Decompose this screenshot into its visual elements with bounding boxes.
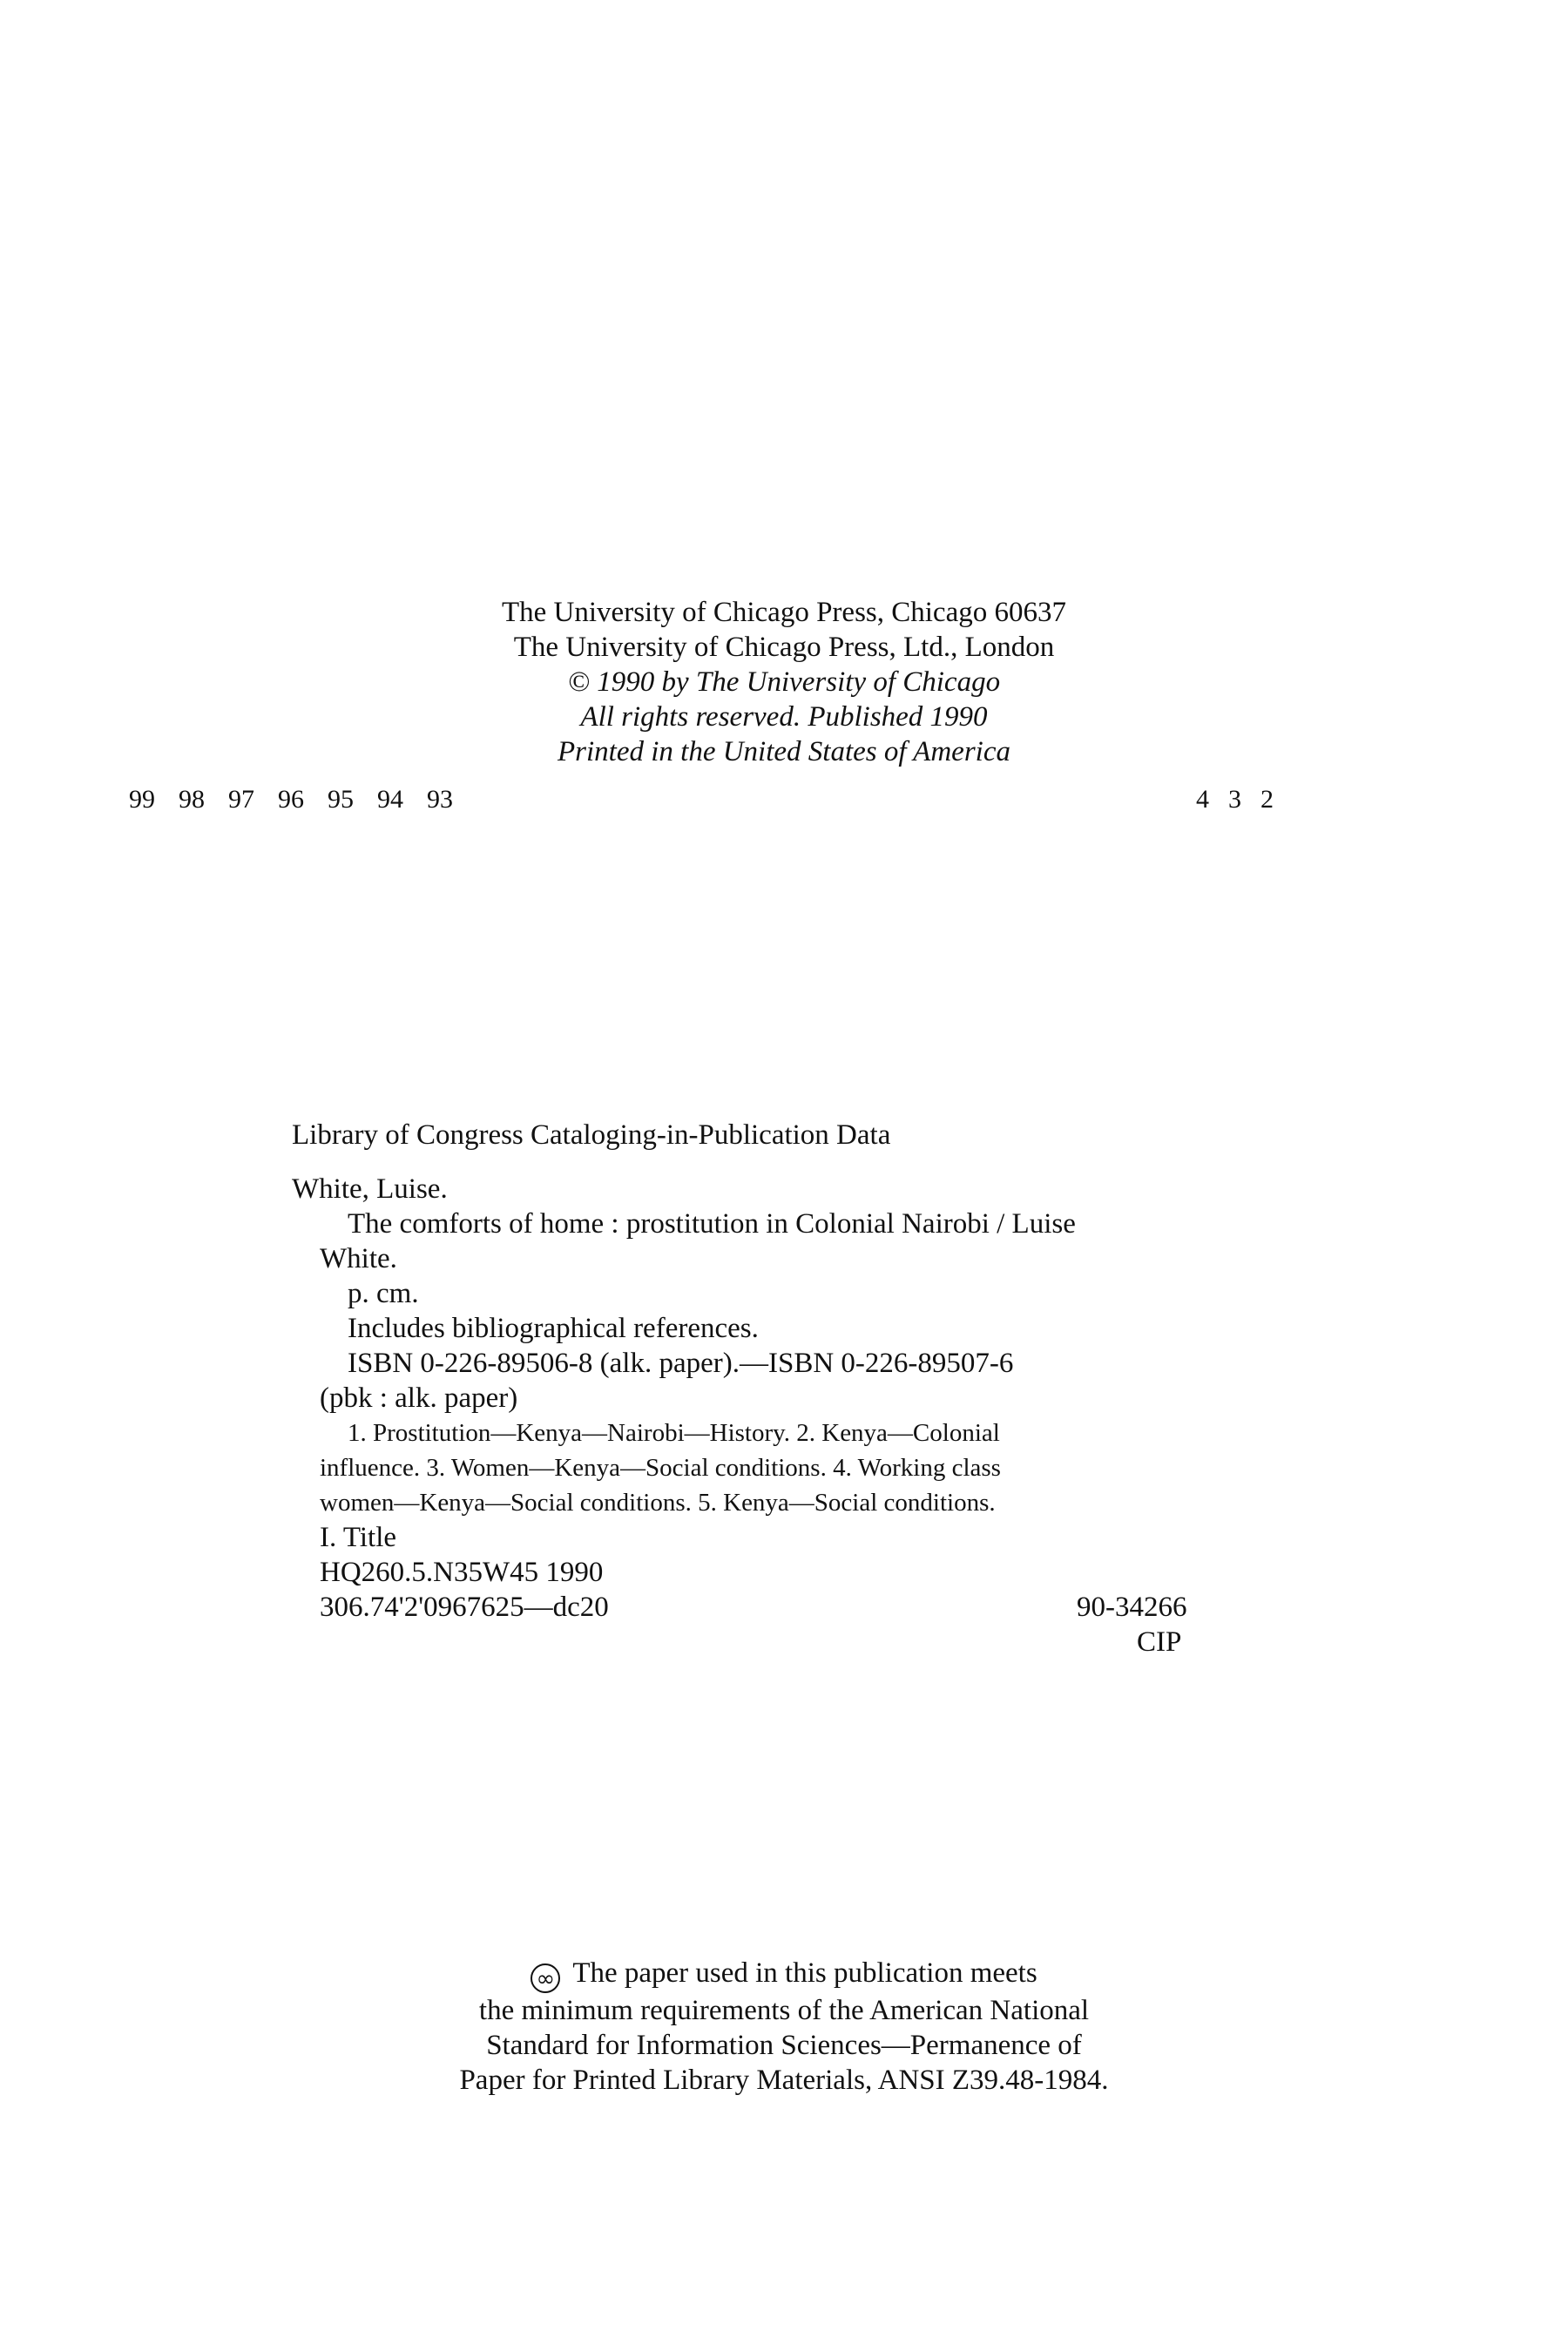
cip-title: The comforts of home : prostitution in Colonial Nairobi / Luise: [348, 1208, 1076, 1240]
paper-note-line: Standard for Information Sciences—Permanence of: [486, 2030, 1082, 2061]
publisher-block: [0, 595, 1568, 769]
copyright-notice: © 1990 by The University of Chicago: [567, 666, 1001, 698]
cip-note: Includes bibliographical references.: [348, 1313, 759, 1344]
cip-subjects-cont: women—Kenya—Social conditions. 5. Kenya—Social conditions.: [320, 1489, 996, 1517]
cip-isbn-cont: (pbk : alk. paper): [320, 1382, 518, 1414]
publisher-line-london: The University of Chicago Press, Ltd., London: [513, 632, 1055, 663]
printing-year: 98: [179, 785, 205, 814]
printing-year: 97: [228, 785, 254, 814]
paper-note-line: the minimum requirements of the American National: [478, 1995, 1090, 2026]
printing-year: 94: [377, 785, 403, 814]
cip-author: White, Luise.: [292, 1173, 448, 1205]
cip-subjects: 1. Prostitution—Kenya—Nairobi—History. 2. Kenya—Colonial: [348, 1419, 1000, 1447]
printed-in: Printed in the United States of America: [558, 736, 1010, 767]
paper-note-line: [0, 1956, 1568, 1993]
publisher-line-chicago: The University of Chicago Press, Chicago 60637: [502, 597, 1066, 628]
printing-impressions: [1196, 782, 1274, 817]
cip-dewey: 306.74'2'0967625—dc20: [320, 1592, 609, 1623]
paper-note-line: Paper for Printed Library Materials, ANSI Z39.48-1984.: [459, 2065, 1109, 2096]
rights-reserved: All rights reserved. Published 1990: [580, 701, 988, 733]
impression-number: 4: [1196, 785, 1209, 814]
impression-number: 2: [1260, 785, 1274, 814]
printing-year: 93: [427, 785, 453, 814]
cip-title-entry: I. Title: [320, 1522, 397, 1553]
cip-physical: p. cm.: [348, 1278, 419, 1309]
printing-years: [129, 782, 453, 817]
infinity-circle-icon: ∞: [531, 1963, 560, 1993]
paper-note-text: The paper used in this publication meets: [572, 1957, 1037, 1989]
paper-permanence-note: [0, 1956, 1568, 2098]
cip-isbn: ISBN 0-226-89506-8 (alk. paper).—ISBN 0-226-89507-6: [348, 1348, 1014, 1379]
printing-year: 96: [278, 785, 304, 814]
cip-heading: Library of Congress Cataloging-in-Publication Data: [292, 1119, 891, 1151]
cip-subjects-cont: influence. 3. Women—Kenya—Social conditions. 4. Working class: [320, 1454, 1001, 1482]
impression-number: 3: [1228, 785, 1241, 814]
printing-year: 95: [328, 785, 354, 814]
cip-dewey-row: [292, 1590, 1250, 1625]
cip-lc-call-number: HQ260.5.N35W45 1990: [320, 1557, 604, 1588]
cip-title-cont: White.: [320, 1243, 397, 1274]
cip-block: [292, 1118, 1250, 1658]
cip-label: CIP: [1137, 1626, 1182, 1658]
cip-lccn: 90-34266: [1077, 1592, 1187, 1623]
printing-year: 99: [129, 785, 155, 814]
